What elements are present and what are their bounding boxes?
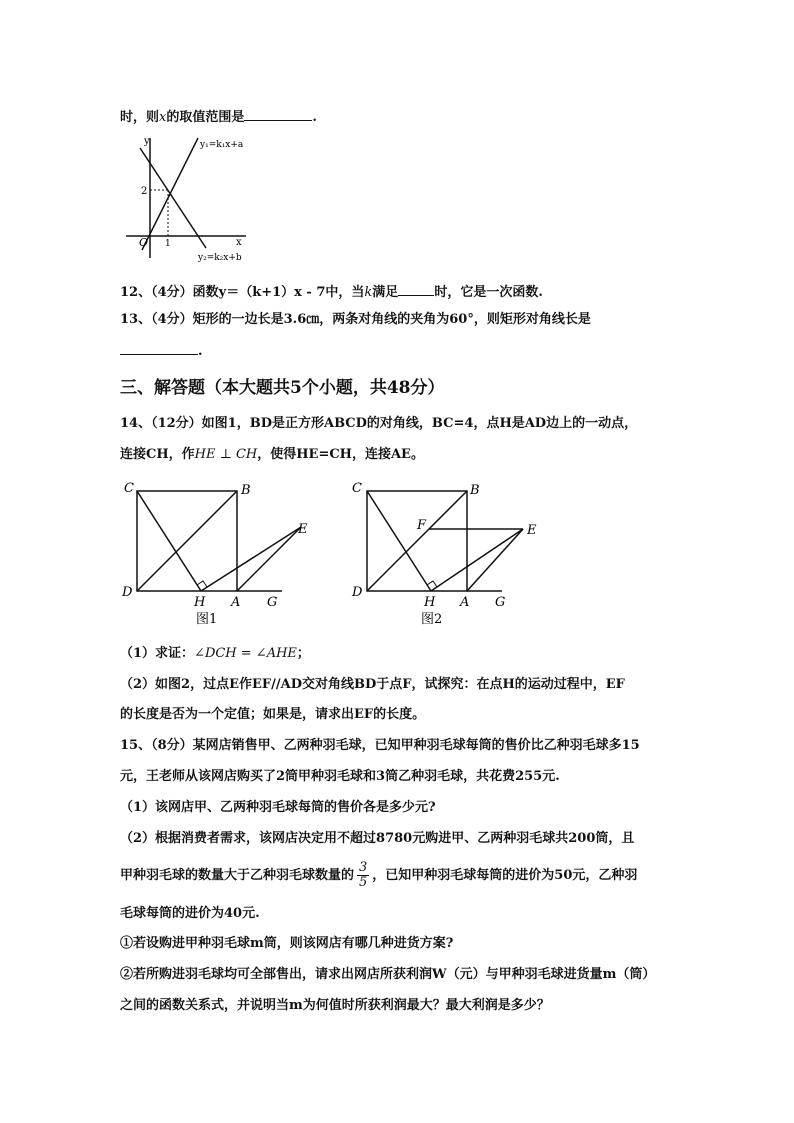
q15-part2-line2 [120, 858, 637, 894]
q14-part2-line2: 的长度是否为一个定值；如果是，请求出EF的长度。 [120, 707, 426, 722]
q11-tail [120, 106, 317, 127]
label-g: G [267, 595, 278, 610]
segment-ch [137, 491, 201, 591]
q12-num: 12、（4分）函数 [120, 285, 219, 300]
q13: 13、（4分）矩形的一边长是3.6㎝，两条对角线的夹角为60°，则矩形对角线长是 [120, 312, 591, 327]
segment-he [201, 527, 301, 591]
label-h: H [424, 595, 436, 610]
segment-ae [237, 527, 301, 591]
label-g: G [495, 595, 506, 610]
answer-blank[interactable] [120, 340, 198, 355]
tick-y-label: 2 [141, 186, 148, 197]
segment-ae [467, 529, 523, 591]
segment-ch [367, 491, 431, 591]
tick-x-label: 1 [165, 239, 171, 249]
q15-sub1: ①若设购进甲种羽毛球m筒，则该网店有哪几种进货方案? [120, 936, 454, 951]
answer-blank[interactable] [398, 281, 434, 296]
q15-line1: 15、（8分）某网店销售甲、乙两种羽毛球，已知甲种羽毛球每筒的售价比乙种羽毛球多15 [120, 738, 640, 753]
label-c: C [124, 481, 134, 496]
q11-suffix: 的取值范围是 [166, 110, 245, 125]
fraction-three-fifths [357, 861, 369, 890]
q14-angle-equation: ∠DCH = ∠AHE [194, 646, 297, 661]
q11-var: x [159, 110, 167, 125]
q12-k: k [364, 285, 373, 300]
fraction-numerator: 3 [359, 860, 368, 875]
label-b: B [470, 483, 480, 498]
origin-label: O [139, 236, 149, 249]
q12-mid: 中，当 [325, 285, 365, 300]
q11-prefix: 时，则 [120, 110, 160, 125]
q15-part2-line3: 毛球每筒的进价为40元. [120, 906, 260, 921]
q13-blank-line [120, 340, 203, 361]
answer-blank[interactable] [244, 106, 312, 121]
diagonal-bd [137, 491, 237, 591]
figure-2-caption: 图2 [421, 612, 443, 627]
q12-func: y＝（k+1）x - 7 [218, 285, 326, 300]
label-d: D [122, 585, 133, 600]
figure-2 [346, 478, 546, 630]
q15-sub2-line2: 之间的函数关系式，并说明当m为何值时所获利润最大？最大利润是多少？ [120, 998, 550, 1013]
q12-satisfy: 满足 [372, 285, 399, 300]
q15-part2-line2-b: ，已知甲种羽毛球每筒的进价为50元，乙种羽 [372, 868, 638, 883]
q12-end: 时，它是一次函数. [434, 285, 543, 300]
line-graph-figure [122, 132, 262, 266]
q14-line1: 14、（12分）如图1，BD是正方形ABCD的对角线，BC=4，点H是AD边上的一动点， [120, 416, 638, 431]
q14-line2-b: ，使得HE=CH，连接AE。 [257, 447, 424, 462]
label-d: D [352, 585, 363, 600]
label-h: H [194, 595, 206, 610]
figure-1 [118, 478, 318, 630]
label-c: C [352, 481, 362, 496]
q15-line2: 元，王老师从该网店购买了2筒甲种羽毛球和3筒乙种羽毛球，共花费255元. [120, 769, 560, 784]
figure-1-caption: 图1 [196, 612, 218, 627]
segment-he [431, 529, 523, 591]
q14-part1 [120, 645, 310, 663]
q15-part1: （1）该网店甲、乙两种羽毛球每筒的售价各是多少元? [120, 800, 436, 815]
fraction-denominator: 5 [359, 875, 368, 890]
q14-line2-a: 连接CH，作 [120, 447, 195, 462]
q12 [120, 281, 543, 302]
label-f: F [417, 518, 427, 533]
q14-line2 [120, 446, 424, 464]
x-axis-label: x [236, 237, 242, 248]
q14-part1-a: （1）求证： [120, 646, 195, 661]
label-b: B [241, 483, 251, 498]
q15-part2-line2-a: 甲种羽毛球的数量大于乙种羽毛球数量的 [120, 868, 355, 883]
line2-label: y₂=k₂x+b [198, 253, 242, 263]
q14-part2-line1: （2）如图2，过点E作EF//AD交对角线BD于点F，试探究：在点H的运动过程中，EF [120, 677, 625, 692]
q15-part2-line1: （2）根据消费者需求，该网店决定用不超过8780元购进甲、乙两种羽毛球共200筒，且 [120, 831, 635, 846]
q13-end: . [198, 344, 203, 359]
label-e: E [527, 523, 537, 538]
q15-sub2-line1: ②若所购进羽毛球均可全部售出，请求出网店所获利润W（元）与甲种羽毛球进货量m（筒） [120, 967, 656, 982]
q14-math-perp: HE ⊥ CH [194, 447, 258, 462]
line1-label: y₁=k₁x+a [200, 140, 244, 150]
label-a: A [460, 595, 470, 610]
q14-part1-b: ； [296, 646, 310, 661]
q11-end: . [312, 110, 317, 125]
label-a: A [231, 595, 241, 610]
section-heading: 三、解答题（本大题共5个小题，共48分） [120, 378, 445, 398]
label-e: E [298, 522, 308, 537]
y-axis-label: y [144, 136, 150, 147]
